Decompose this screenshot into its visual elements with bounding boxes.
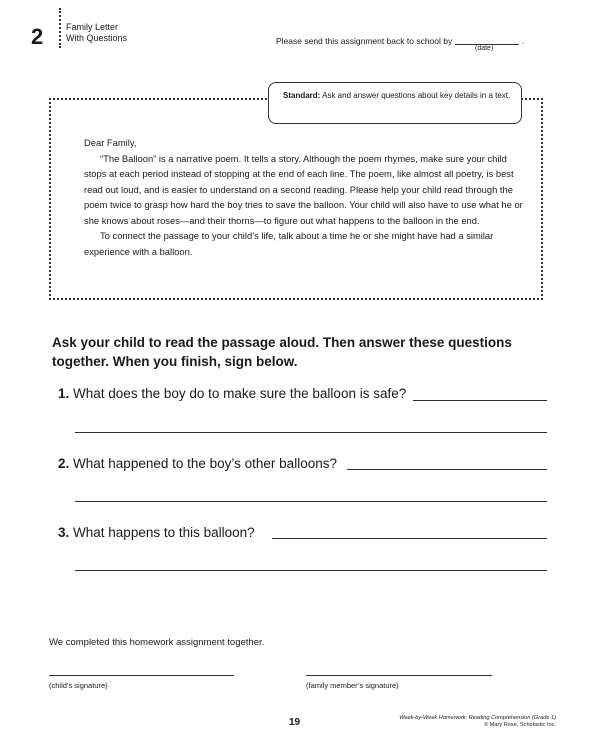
header-dotted-divider: [59, 8, 61, 48]
header-title-line1: Family Letter: [66, 22, 119, 32]
question-text: What does the boy do to make sure the balloon is safe?: [73, 386, 407, 401]
answer-line-1b[interactable]: [75, 432, 547, 433]
question-2: [58, 456, 337, 471]
letter-body: [84, 135, 524, 259]
credit-title: Week-by-Week Homework: Reading Comprehension (Grade 1): [399, 715, 556, 721]
question-number: 3.: [58, 525, 70, 540]
letter-paragraph-2: To connect the passage to your child’s life, talk about a time he or she might have had a similar experience with a balloon.: [84, 230, 494, 257]
question-3: [58, 525, 255, 540]
family-signature-line[interactable]: [306, 675, 492, 676]
completion-statement: We completed this homework assignment together.: [49, 637, 265, 648]
header-title: [66, 22, 127, 44]
letter-greeting: Dear Family,: [84, 137, 137, 148]
instructions: Ask your child to read the passage aloud. Then answer these questions together. When you finish, sign below.: [52, 335, 512, 369]
question-number: 1.: [58, 386, 70, 401]
standard-text: Ask and answer questions about key details in a text.: [322, 91, 511, 100]
credit-copyright: © Mary Rose, Scholastic Inc.: [484, 722, 556, 728]
answer-line-3b[interactable]: [75, 570, 547, 571]
standard-callout: [268, 82, 522, 124]
answer-line-1a[interactable]: [413, 400, 547, 401]
child-signature-line[interactable]: [49, 675, 234, 676]
letter-paragraph-1: “The Balloon” is a narrative poem. It tells a story. Although the poem rhymes, make sure your child stops at each period instead of stopping at the end of each line. The poem, like almost all poetry, is best read out loud, and is easier to understand on a second reading. Please help your child read through the poem twice to grasp how hard the boy tries to save the balloon. Your child will also have to use what he or she knows about roses—and their thorns—to figure out what happens to the balloon in the end.: [84, 152, 523, 226]
footer-credit: [380, 715, 556, 729]
answer-line-2b[interactable]: [75, 501, 547, 502]
family-signature-label: (family member’s signature): [306, 681, 399, 690]
question-text: What happened to the boy’s other balloons?: [73, 456, 337, 471]
send-back-text: Please send this assignment back to school by: [276, 36, 453, 46]
question-1: [58, 386, 406, 401]
question-number: 2.: [58, 456, 70, 471]
question-text: What happens to this balloon?: [73, 525, 255, 540]
answer-line-2a[interactable]: [347, 469, 547, 470]
answer-line-3a[interactable]: [272, 538, 547, 539]
date-label: (date): [475, 45, 494, 52]
standard-label: Standard:: [283, 91, 321, 100]
page-number: 2: [31, 24, 44, 49]
header-title-line2: With Questions: [66, 33, 128, 43]
footer-page-number: 19: [289, 717, 301, 728]
child-signature-label: (child’s signature): [49, 681, 108, 690]
date-period: .: [522, 36, 525, 46]
